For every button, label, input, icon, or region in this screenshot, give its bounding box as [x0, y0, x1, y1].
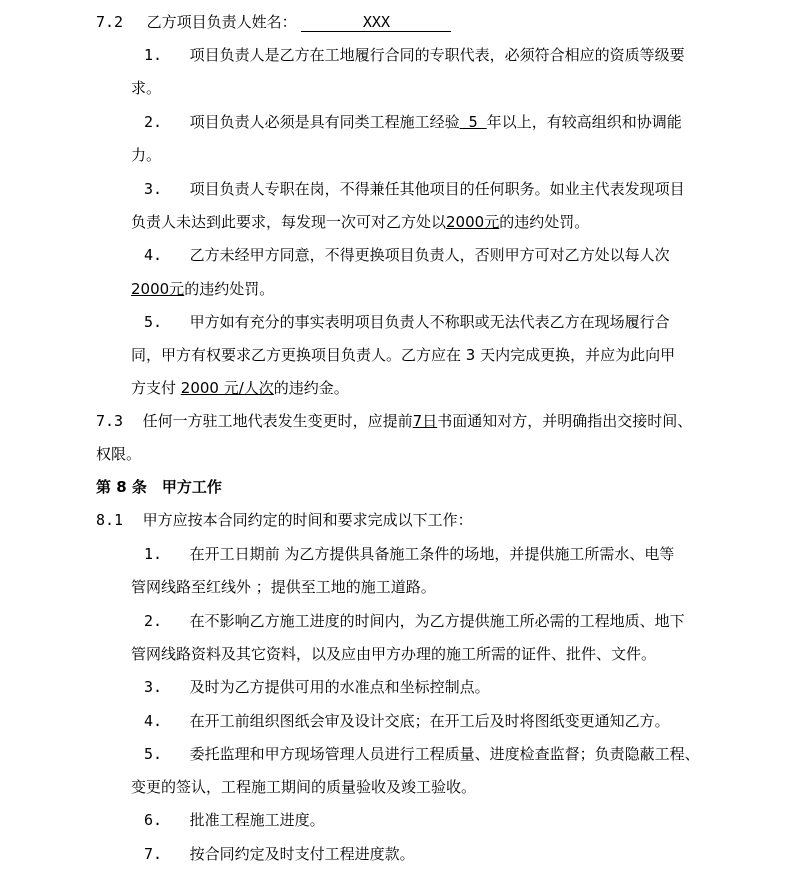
name-blank — [301, 14, 451, 32]
item-continuation: 同，甲方有权要求乙方更换项目负责人。乙方应在 3 天内完成更换，并应为此向甲 — [131, 346, 676, 364]
item-text: 在开工日期前 为乙方提供具备施工条件的场地，并提供施工所需水、电等 — [189, 545, 675, 563]
list-item — [144, 45, 685, 65]
item-number: 4. — [144, 712, 163, 730]
item-text: 的违约金。 — [273, 379, 349, 397]
clause-7-2-heading — [96, 12, 451, 32]
experience-years: 5 — [459, 113, 487, 131]
item-number: 1. — [144, 46, 163, 64]
list-item — [144, 245, 670, 265]
clause-number: 7.3 — [96, 412, 124, 430]
item-number: 2. — [144, 612, 163, 630]
item-text: 负责人未达到此要求，每发现一次可对乙方处以 — [131, 213, 447, 231]
item-text: 甲方如有充分的事实表明项目负责人不称职或无法代表乙方在现场履行合 — [189, 313, 670, 331]
clause-7-3 — [96, 411, 692, 431]
item-number: 7. — [144, 845, 163, 863]
item-text: 的违约处罚。 — [499, 213, 590, 231]
item-continuation: 管网线路资料及其它资料，以及应由甲方办理的施工所需的证件、批件、文件。 — [131, 645, 657, 663]
item-number: 5. — [144, 745, 163, 763]
item-number: 2. — [144, 113, 163, 131]
article-8-title: 第 8 条 甲方工作 — [96, 478, 222, 496]
item-text: 项目负责人专职在岗，不得兼任其他项目的任何职务。如业主代表发现项目 — [189, 180, 685, 198]
item-text: 项目负责人必须是具有同类工程施工经验 — [189, 113, 460, 131]
list-item — [144, 112, 682, 132]
list-item — [144, 810, 325, 830]
item-text: 年以上，有较高组织和协调能 — [486, 113, 682, 131]
item-number: 6. — [144, 811, 163, 829]
item-text: 乙方未经甲方同意，不得更换项目负责人，否则甲方可对乙方处以每人次 — [189, 246, 670, 264]
item-text: 方支付 — [131, 379, 181, 397]
clause-text: 书面通知对方，并明确指出交接时间、 — [437, 412, 693, 430]
list-item — [144, 544, 674, 564]
list-item — [144, 179, 685, 199]
item-continuation: 变更的签认，工程施工期间的质量验收及竣工验收。 — [131, 778, 477, 796]
item-number: 3. — [144, 678, 163, 696]
item-continuation — [131, 378, 349, 398]
clause-text: 甲方应按本合同约定的时间和要求完成以下工作： — [142, 511, 473, 529]
item-number: 3. — [144, 180, 163, 198]
item-continuation: 权限。 — [96, 445, 142, 463]
item-continuation — [131, 212, 589, 232]
item-text: 批准工程施工进度。 — [189, 811, 325, 829]
clause-number: 7.2 — [96, 13, 124, 31]
item-number: 4. — [144, 246, 163, 264]
item-text: 项目负责人是乙方在工地履行合同的专职代表，必须符合相应的资质等级要 — [189, 46, 685, 64]
clause-label: 乙方项目负责人姓名： — [146, 13, 297, 31]
list-item — [144, 677, 490, 697]
item-text: 及时为乙方提供可用的水准点和坐标控制点。 — [189, 678, 490, 696]
item-text: 委托监理和甲方现场管理人员进行工程质量、进度检查监督；负责隐蔽工程、 — [189, 745, 700, 763]
item-continuation: 管网线路至红线外 ；提供至工地的施工道路。 — [131, 578, 436, 596]
item-continuation: 力。 — [131, 146, 162, 164]
item-continuation — [131, 279, 274, 299]
item-text: 按合同约定及时支付工程进度款。 — [189, 845, 415, 863]
item-text: 在开工前组织图纸会审及设计交底；在开工后及时将图纸变更通知乙方。 — [189, 712, 670, 730]
item-number: 5. — [144, 313, 163, 331]
list-item — [144, 312, 670, 332]
list-item — [144, 711, 670, 731]
penalty-amount: 2000元 — [446, 213, 500, 231]
clause-8-1 — [96, 510, 473, 530]
clause-text: 任何一方驻工地代表发生变更时，应提前 — [142, 412, 413, 430]
list-item — [144, 844, 415, 864]
clause-number: 8.1 — [96, 511, 124, 529]
item-continuation: 求。 — [131, 79, 162, 97]
list-item — [144, 744, 700, 764]
penalty-amount: 2000 元/人次 — [180, 379, 274, 397]
notice-days: 7日 — [412, 412, 438, 430]
penalty-amount: 2000元 — [131, 280, 185, 298]
name-value: XXX — [362, 13, 390, 31]
item-text: 在不影响乙方施工进度的时间内，为乙方提供施工所必需的工程地质、地下 — [189, 612, 685, 630]
list-item — [144, 611, 685, 631]
item-text: 的违约处罚。 — [184, 280, 275, 298]
item-number: 1. — [144, 545, 163, 563]
